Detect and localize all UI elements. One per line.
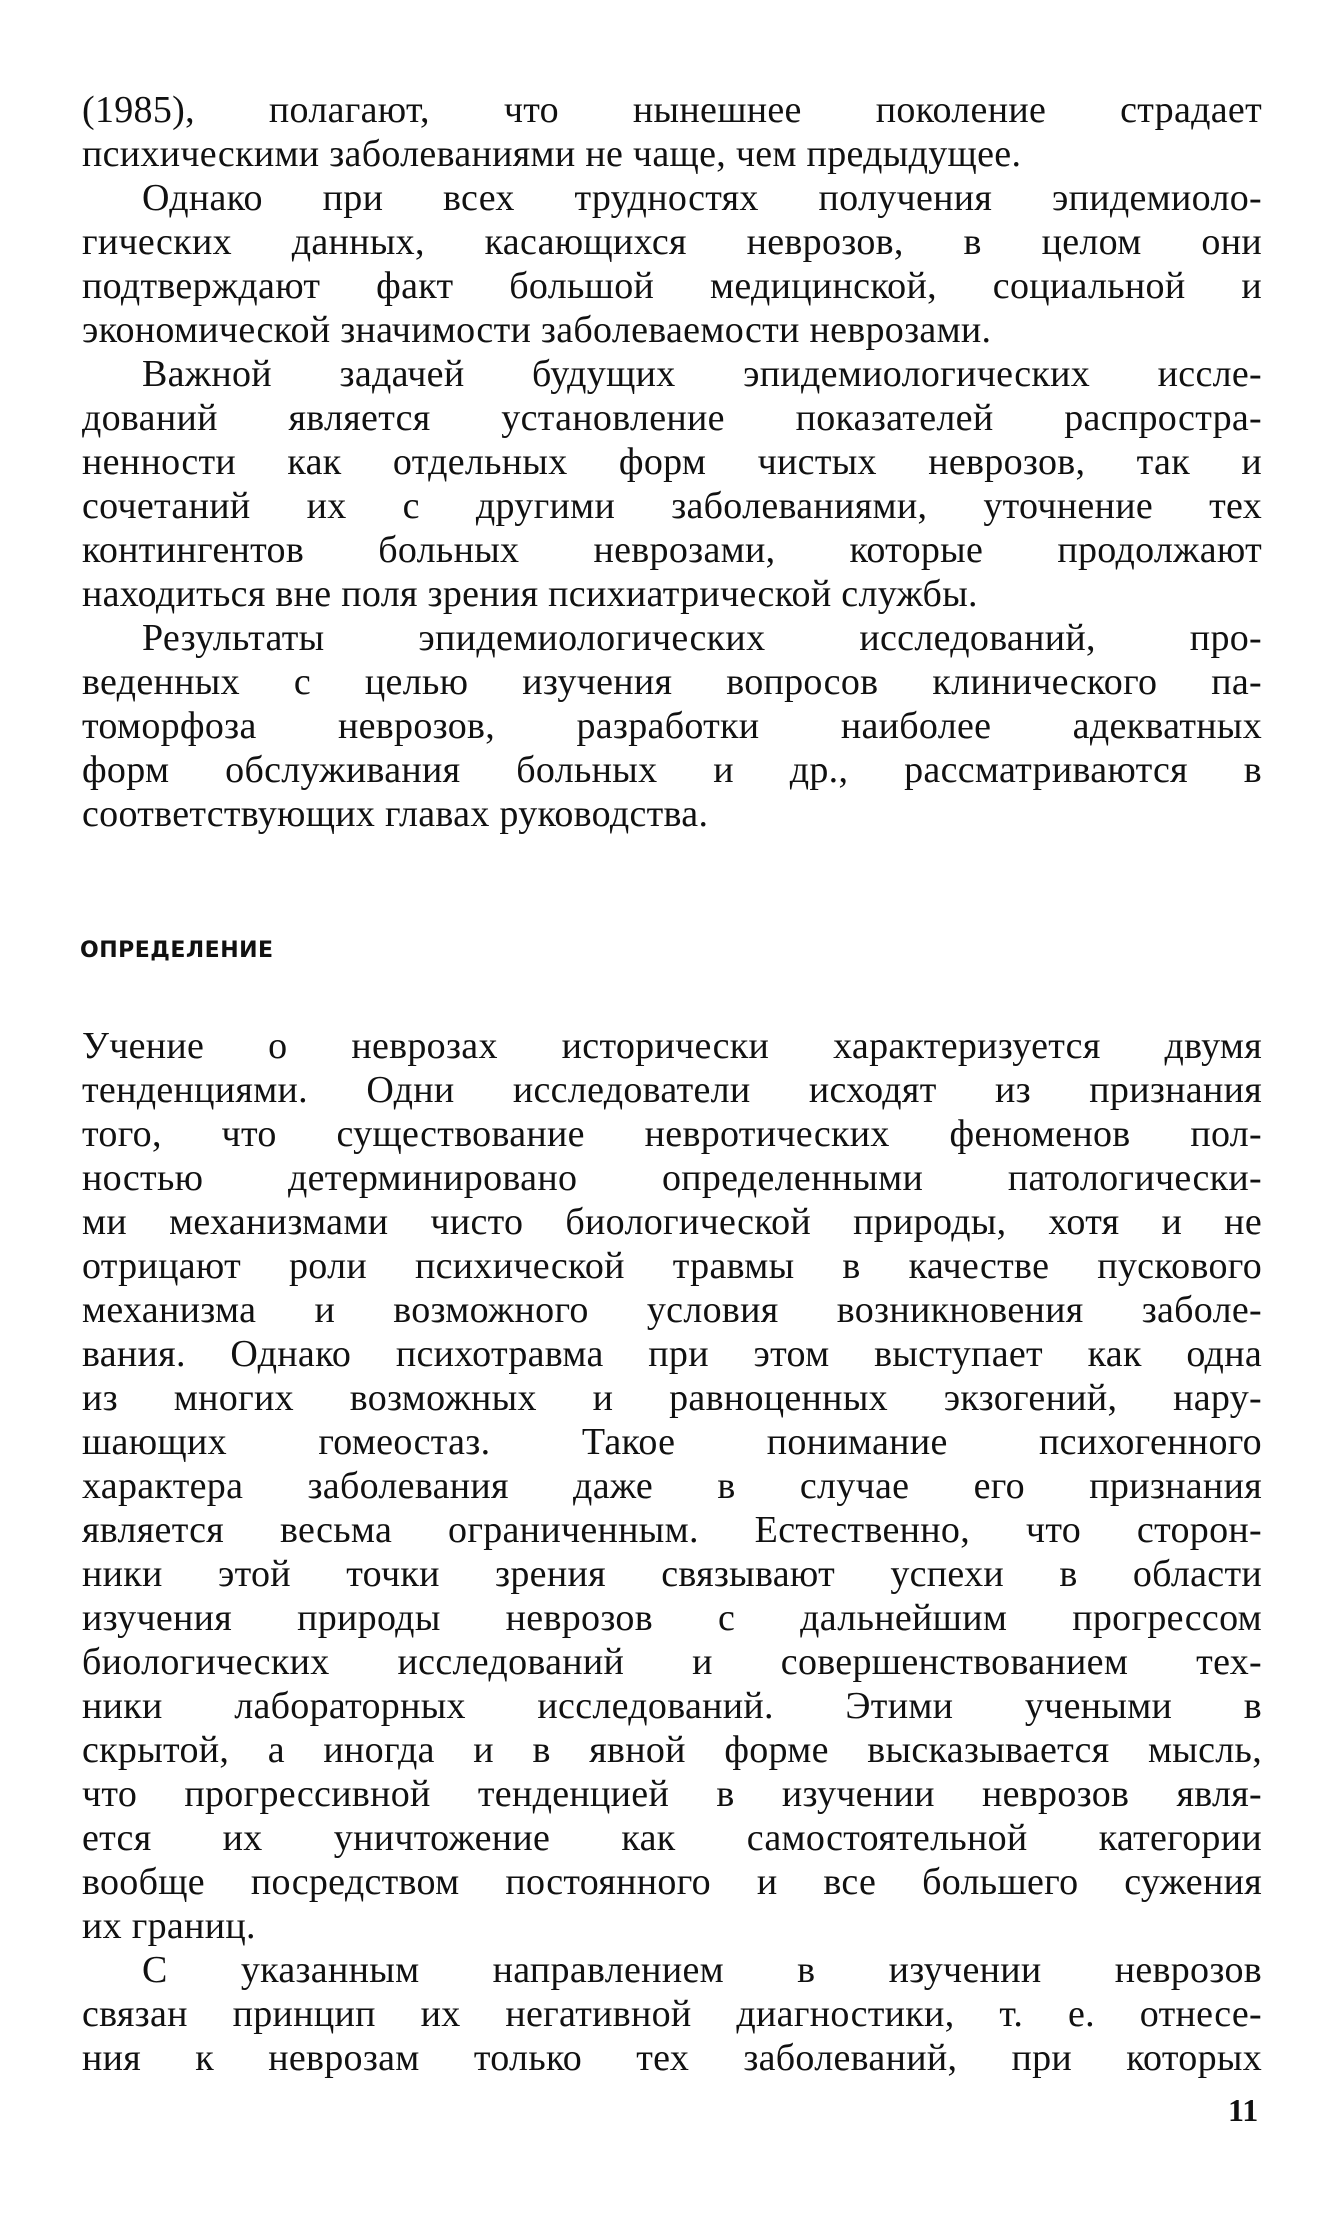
text-line: контингентов больных неврозами, которые продолжают bbox=[82, 529, 1262, 571]
text-line: связан принцип их негативной диагностики, т. е. отнесе- bbox=[82, 1993, 1262, 2035]
text-line: скрытой, а иногда и в явной форме высказывается мысль, bbox=[82, 1729, 1262, 1771]
text-line: тенденциями. Одни исследователи исходят из признания bbox=[82, 1069, 1262, 1111]
paragraph bbox=[82, 176, 1262, 352]
paragraph bbox=[82, 88, 1262, 176]
text-line: гических данных, касающихся неврозов, в целом они bbox=[82, 221, 1262, 263]
text-line: подтверждают факт большой медицинской, социальной и bbox=[82, 265, 1262, 307]
text-line: С указанным направлением в изучении неврозов bbox=[142, 1949, 1262, 1991]
page-number: 11 bbox=[1228, 2092, 1259, 2128]
text-line: из многих возможных и равноценных экзогений, нару- bbox=[82, 1377, 1262, 1419]
paragraph bbox=[82, 352, 1262, 616]
text-line: механизма и возможного условия возникновения заболе- bbox=[82, 1289, 1262, 1331]
text-line: того, что существование невротических феноменов пол- bbox=[82, 1113, 1262, 1155]
text-line: Учение о неврозах исторически характеризуется двумя bbox=[82, 1025, 1262, 1067]
text-line: их границ. bbox=[82, 1905, 256, 1947]
paragraph bbox=[82, 1024, 1262, 1948]
text-line: ностью детерминировано определенными патологически- bbox=[82, 1157, 1262, 1199]
text-line: веденных с целью изучения вопросов клинического па- bbox=[82, 661, 1262, 703]
text-line: ния к неврозам только тех заболеваний, при которых bbox=[82, 2037, 1262, 2079]
paragraph bbox=[82, 1948, 1262, 2080]
text-line: шающих гомеостаз. Такое понимание психогенного bbox=[82, 1421, 1262, 1463]
text-line: дований является установление показателей распростра- bbox=[82, 397, 1262, 439]
text-line: ники лабораторных исследований. Этими учеными в bbox=[82, 1685, 1262, 1727]
text-line: изучения природы неврозов с дальнейшим прогрессом bbox=[82, 1597, 1262, 1639]
text-line: Однако при всех трудностях получения эпидемиоло- bbox=[142, 177, 1262, 219]
text-line: вания. Однако психотравма при этом выступает как одна bbox=[82, 1333, 1262, 1375]
text-line: сочетаний их с другими заболеваниями, уточнение тех bbox=[82, 485, 1262, 527]
text-line: экономической значимости заболеваемости неврозами. bbox=[82, 309, 992, 351]
text-line: биологических исследований и совершенствованием тех- bbox=[82, 1641, 1262, 1683]
text-line: (1985), полагают, что нынешнее поколение страдает bbox=[82, 89, 1262, 131]
text-line: форм обслуживания больных и др., рассматриваются в bbox=[82, 749, 1262, 791]
paragraph bbox=[82, 616, 1262, 836]
text-line: отрицают роли психической травмы в качестве пускового bbox=[82, 1245, 1262, 1287]
section-heading: ОПРЕДЕЛЕНИЕ bbox=[80, 938, 274, 963]
text-line: Результаты эпидемиологических исследований, про- bbox=[142, 617, 1262, 659]
text-line: ненности как отдельных форм чистых неврозов, так и bbox=[82, 441, 1262, 483]
text-line: ники этой точки зрения связывают успехи в области bbox=[82, 1553, 1262, 1595]
text-line: находиться вне поля зрения психиатрической службы. bbox=[82, 573, 978, 615]
text-line: вообще посредством постоянного и все большего сужения bbox=[82, 1861, 1262, 1903]
text-line: характера заболевания даже в случае его признания bbox=[82, 1465, 1262, 1507]
text-line: соответствующих главах руководства. bbox=[82, 793, 709, 835]
text-line: ми механизмами чисто биологической природы, хотя и не bbox=[82, 1201, 1262, 1243]
text-line: является весьма ограниченным. Естественно, что сторон- bbox=[82, 1509, 1262, 1551]
text-line: психическими заболеваниями не чаще, чем предыдущее. bbox=[82, 133, 1022, 175]
text-line: ется их уничтожение как самостоятельной категории bbox=[82, 1817, 1262, 1859]
text-line: томорфоза неврозов, разработки наиболее адекватных bbox=[82, 705, 1262, 747]
text-line: Важной задачей будущих эпидемиологических иссле- bbox=[142, 353, 1262, 395]
text-line: что прогрессивной тенденцией в изучении неврозов явля- bbox=[82, 1773, 1262, 1815]
